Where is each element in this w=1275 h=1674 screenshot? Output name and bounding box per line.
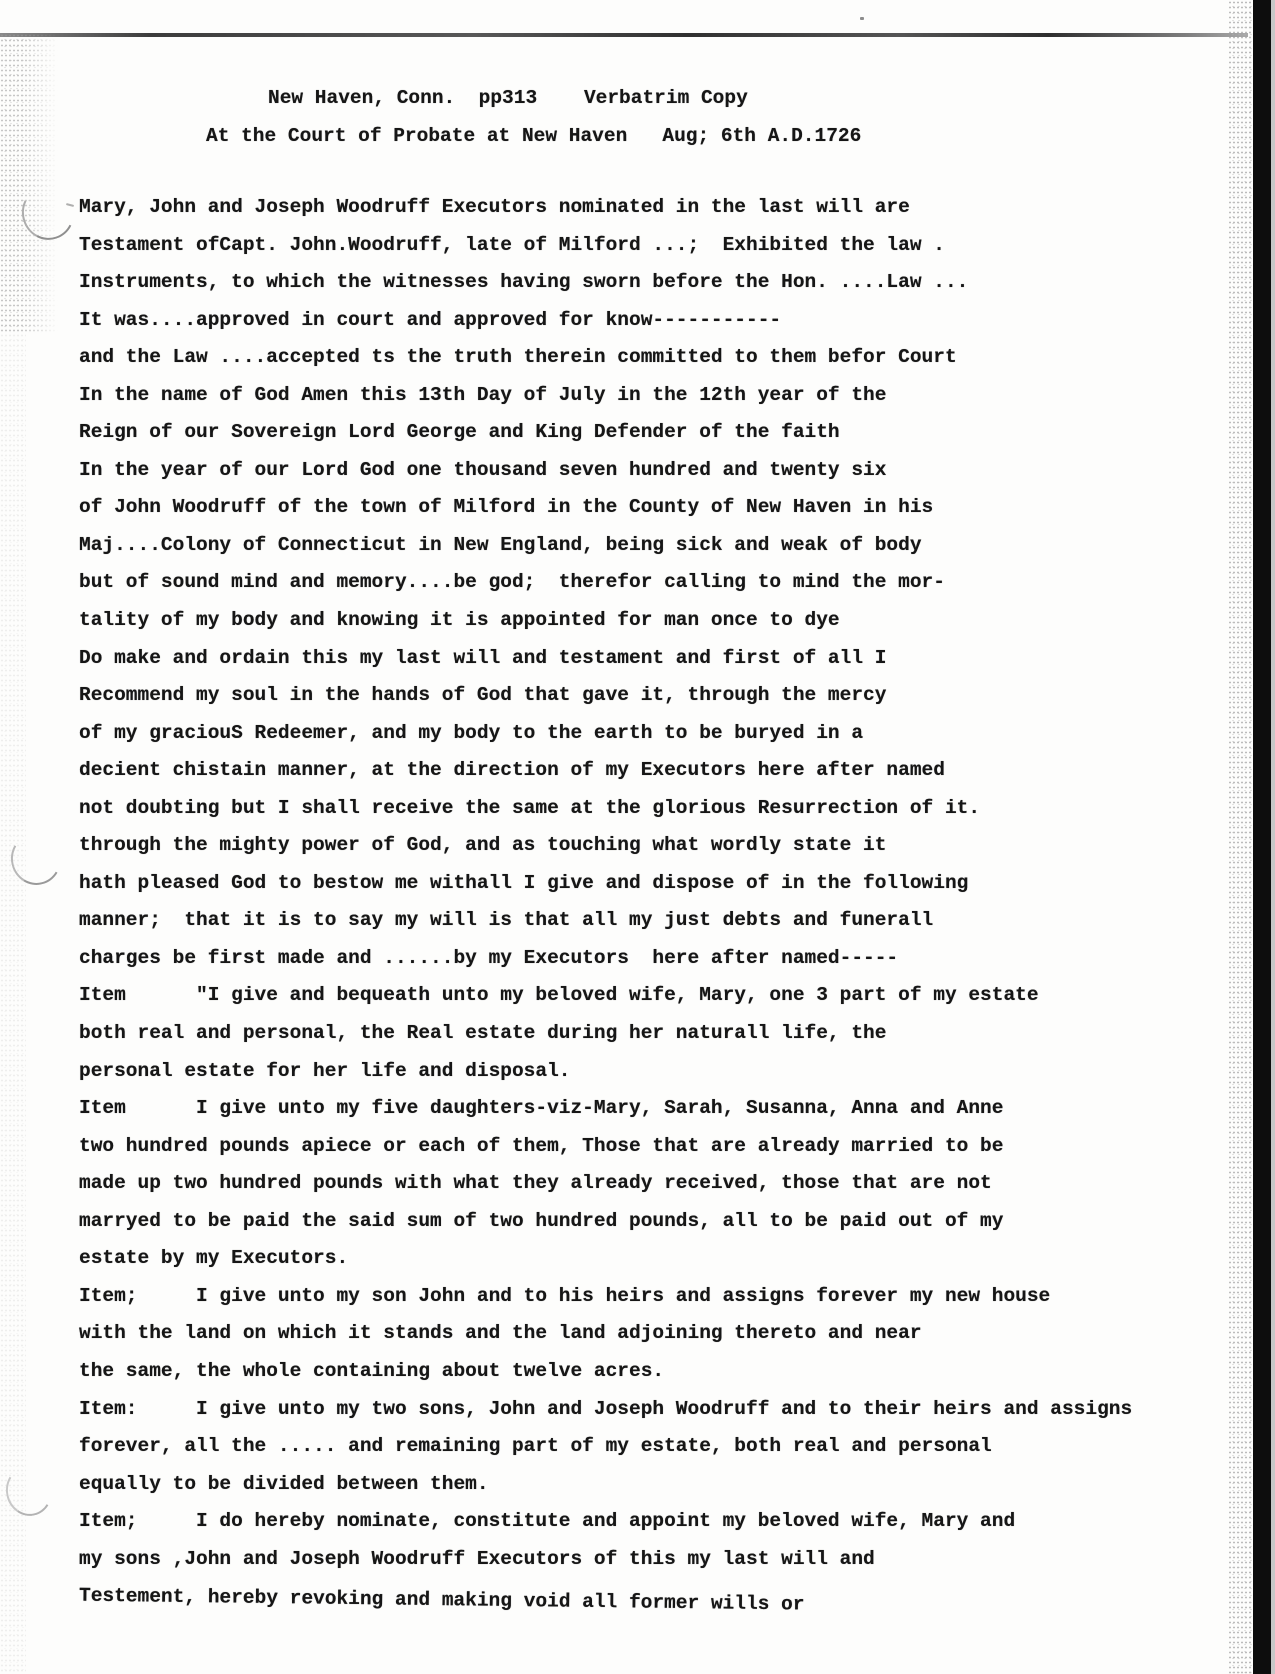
- text-line: made up two hundred pounds with what they already received, those that are not: [79, 1172, 992, 1195]
- text-line: personal estate for her life and disposal.: [79, 1059, 571, 1082]
- text-line: Item; I do hereby nominate, constitute and appoint my beloved wife, Mary and: [79, 1510, 1016, 1533]
- text-line: Recommend my soul in the hands of God that gave it, through the mercy: [79, 684, 887, 707]
- text-line: In the year of our Lord God one thousand seven hundred and twenty six: [79, 458, 887, 481]
- text-line: Testement, hereby revoking and making void all former wills or: [78, 1584, 805, 1616]
- text-line: manner; that it is to say my will is that all my just debts and funerall: [79, 909, 934, 932]
- document-title-line: New Haven, Conn. pp313 Verbatrim Copy: [268, 87, 748, 109]
- text-line: the same, the whole containing about twelve acres.: [79, 1359, 665, 1382]
- text-line: Item I give unto my five daughters-viz-Mary, Sarah, Susanna, Anna and Anne: [79, 1097, 1004, 1120]
- document-body: [79, 189, 1132, 1616]
- text-line: Item "I give and bequeath unto my beloved wife, Mary, one 3 part of my estate: [79, 984, 1039, 1007]
- scan-speck: [860, 17, 864, 20]
- text-line: It was....approved in court and approved for know-----------: [79, 308, 782, 331]
- text-line: tality of my body and knowing it is appointed for man once to dye: [79, 609, 840, 632]
- text-line: Item: I give unto my two sons, John and Joseph Woodruff and to their heirs and assigns: [79, 1397, 1133, 1420]
- text-line: of my graciouS Redeemer, and my body to the earth to be buryed in a: [79, 721, 864, 744]
- text-line: forever, all the ..... and remaining part of my estate, both real and personal: [79, 1435, 992, 1458]
- scan-right-outer-edge: [1271, 0, 1275, 1674]
- text-line: Item; I give unto my son John and to his heirs and assigns forever my new house: [79, 1284, 1051, 1307]
- text-line: Reign of our Sovereign Lord George and King Defender of the faith: [79, 421, 840, 444]
- text-line: Mary, John and Joseph Woodruff Executors nominated in the last will are: [79, 196, 910, 218]
- scan-right-black-bar: [1253, 0, 1271, 1674]
- text-line: hath pleased God to bestow me withall I give and dispose of in the following: [79, 871, 969, 894]
- text-line: both real and personal, the Real estate during her naturall life, the: [79, 1022, 887, 1045]
- text-line: Testament ofCapt. John.Woodruff, late of Milford ...; Exhibited the law .: [79, 233, 945, 256]
- text-line: decient chistain manner, at the direction of my Executors here after named: [79, 759, 945, 782]
- text-line: Maj....Colony of Connecticut in New England, being sick and weak of body: [79, 533, 922, 556]
- scan-right-edge-texture: [1228, 0, 1254, 1674]
- text-line: charges be first made and ......by my Executors here after named-----: [79, 946, 899, 969]
- text-line: two hundred pounds apiece or each of them, Those that are already married to be: [79, 1134, 1004, 1157]
- scan-top-edge-line: [0, 33, 1248, 37]
- document-subtitle-line: At the Court of Probate at New Haven Aug; 6th A.D.1726: [206, 125, 862, 147]
- text-line: estate by my Executors.: [79, 1247, 349, 1270]
- text-line: of John Woodruff of the town of Milford in the County of New Haven in his: [79, 496, 934, 519]
- text-line: Do make and ordain this my last will and testament and first of all I: [79, 646, 887, 669]
- text-line: my sons ,John and Joseph Woodruff Executors of this my last will and: [79, 1547, 875, 1570]
- text-line: In the name of God Amen this 13th Day of July in the 12th year of the: [79, 383, 887, 406]
- text-line: marryed to be paid the said sum of two hundred pounds, all to be paid out of my: [79, 1209, 1004, 1232]
- text-line: with the land on which it stands and the land adjoining thereto and near: [79, 1322, 922, 1345]
- scan-left-edge-texture: [0, 33, 58, 333]
- text-line: and the Law ....accepted ts the truth therein committed to them befor Court: [79, 346, 957, 369]
- text-line: not doubting but I shall receive the same at the glorious Resurrection of it.: [79, 796, 981, 819]
- text-line: but of sound mind and memory....be god; therefor calling to mind the mor-: [79, 571, 945, 594]
- text-line: Instruments, to which the witnesses having sworn before the Hon. ....Law ...: [79, 271, 969, 294]
- text-line: through the mighty power of God, and as touching what wordly state it: [79, 834, 887, 857]
- text-line: equally to be divided between them.: [79, 1472, 489, 1495]
